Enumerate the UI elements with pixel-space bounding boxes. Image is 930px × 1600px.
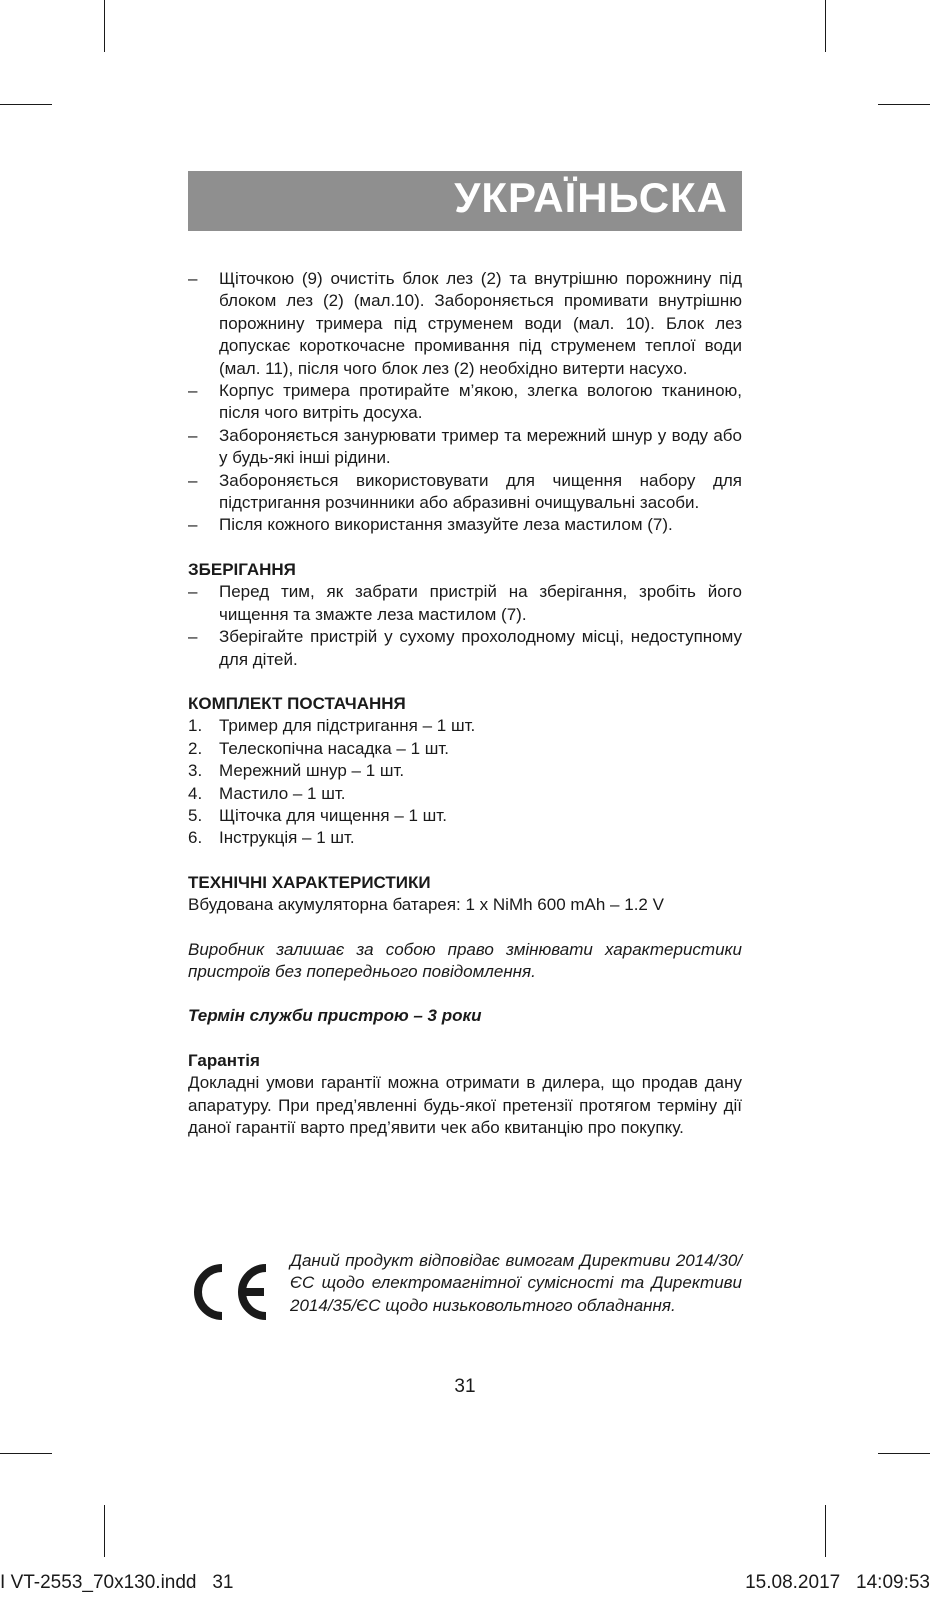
- service-life: Термін служби пристрою – 3 роки: [188, 1006, 482, 1026]
- list-item: [188, 783, 742, 805]
- ce-compliance: [188, 1250, 742, 1340]
- footer-file-info: [0, 1572, 233, 1594]
- list-item: [188, 715, 742, 737]
- crop-mark-bottom-right: [825, 1505, 826, 1557]
- crop-mark-top-right: [825, 0, 826, 52]
- service-life-section: [188, 1005, 742, 1027]
- page-content: [188, 268, 742, 1139]
- battery-spec: Вбудована акумуляторна батарея: 1 x NiMh 600 mAh – 1.2 V: [188, 895, 664, 915]
- crop-mark-bottom-right-h: [878, 1453, 930, 1454]
- list-number: 3.: [188, 761, 203, 781]
- list-number: 1.: [188, 716, 203, 736]
- manufacturer-note: Виробник залишає за собою право змінювати характеристики пристроїв без попереднього повідомлення.: [188, 939, 742, 981]
- manufacturer-note-section: [188, 939, 742, 984]
- list-item: [188, 805, 742, 827]
- list-item: – Зберігайте пристрій у сухому прохолодному місці, недоступному для дітей.: [188, 626, 742, 671]
- warranty-text: Докладні умови гарантії можна отримати в дилера, що продав дану апаратуру. При пред’явленні будь-якої претензії протягом терміну дії даної гарантії варто пред’явити чек або квитанцію про покупку.: [188, 1073, 742, 1137]
- list-item: [188, 760, 742, 782]
- list-item: – Після кожного використання змазуйте леза мастилом (7).: [188, 514, 742, 536]
- list-text: Щіточка для чищення – 1 шт.: [219, 805, 447, 825]
- list-text: Мастило – 1 шт.: [219, 783, 346, 803]
- crop-mark-top-right-h: [878, 104, 930, 105]
- package-heading: КОМПЛЕКТ ПОСТАЧАННЯ: [188, 693, 406, 713]
- crop-mark-bottom-left-h: [0, 1453, 52, 1454]
- warranty-heading: Гарантія: [188, 1050, 260, 1070]
- file-info-text: VT-2553_70x130.indd 31: [10, 1572, 234, 1593]
- slug-bar: I: [0, 1572, 11, 1593]
- footer-datetime: 15.08.2017 14:09:53: [745, 1572, 930, 1593]
- crop-mark-top-left-h: [0, 104, 52, 105]
- list-number: 6.: [188, 828, 203, 848]
- crop-mark-top-left: [104, 0, 105, 52]
- language-banner: [188, 171, 742, 231]
- list-item: – Забороняється занурювати тример та мережний шнур у воду або у будь-які інші рідини.: [188, 425, 742, 470]
- care-list: [188, 268, 742, 537]
- language-title: УКРАЇНЬСКА: [454, 174, 728, 221]
- list-item: – Корпус тримера протирайте м’якою, злегка вологою тканиною, після чого витріть досуха.: [188, 380, 742, 425]
- list-number: 5.: [188, 805, 203, 825]
- list-item: – Забороняється використовувати для чищення набору для підстригання розчинники або абразивні очищувальні засоби.: [188, 470, 742, 515]
- list-item: – Щіточкою (9) очистіть блок лез (2) та внутрішню порожнину під блоком лез (2) (мал.10). Забороняється промивати внутрішню порожнину тримера під струменем води (мал. 10). Блок лез допускає короткочасне промивання під струменем теплої води (мал. 11), після чого блок лез (2) необхідно витерти насухо.: [188, 268, 742, 380]
- list-text: Телескопічна насадка – 1 шт.: [219, 738, 450, 758]
- storage-heading: ЗБЕРІГАННЯ: [188, 559, 296, 579]
- specs-section: [188, 872, 742, 917]
- list-item: – Перед тим, як забрати пристрій на зберігання, зробіть його чищення та змажте леза мастилом (7).: [188, 581, 742, 626]
- crop-mark-bottom-left: [104, 1505, 105, 1557]
- list-number: 2.: [188, 738, 203, 758]
- list-number: 4.: [188, 783, 203, 803]
- specs-heading: ТЕХНІЧНІ ХАРАКТЕРИСТИКИ: [188, 872, 431, 892]
- warranty-section: [188, 1050, 742, 1140]
- list-text: Мережний шнур – 1 шт.: [219, 761, 405, 781]
- page-number: 31: [454, 1376, 476, 1397]
- list-item: [188, 827, 742, 849]
- package-list: [188, 715, 742, 849]
- storage-section: [188, 559, 742, 671]
- ce-mark-icon: [188, 1262, 272, 1322]
- package-section: [188, 693, 742, 850]
- storage-list: [188, 581, 742, 671]
- list-item: [188, 738, 742, 760]
- list-text: Тример для підстригання – 1 шт.: [219, 716, 476, 736]
- list-text: Інструкція – 1 шт.: [219, 828, 355, 848]
- ce-text: Даний продукт відповідає вимогам Директиви 2014/30/ЄС щодо електромагнітної сумісності та Директиви 2014/35/ЄС щодо низьковольтного обладнання.: [290, 1251, 742, 1315]
